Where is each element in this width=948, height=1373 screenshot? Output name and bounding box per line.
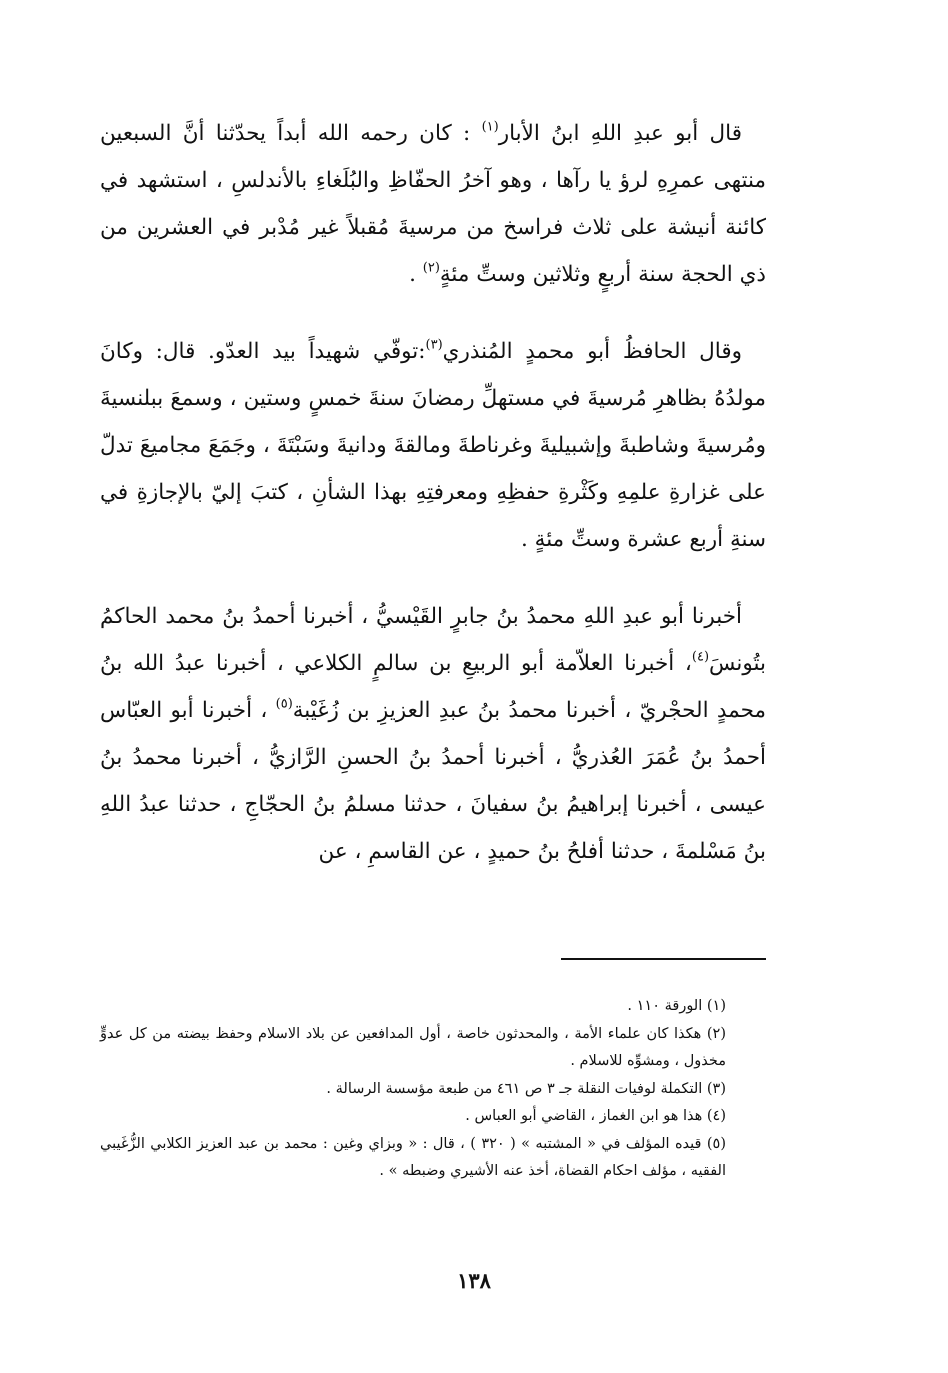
footnote-ref-2: (٢): [422, 260, 440, 276]
text-run: قال أبو عبدِ اللهِ ابنُ الأبار: [498, 121, 742, 146]
footnote-1: (١) الورقة ١١٠ .: [627, 998, 726, 1014]
text-run: .: [409, 262, 423, 287]
footnote-2: (٢) هكذا كان علماء الأمة ، والمحدثون خاصة ، أول المدافعين عن بلاد الاسلام وحفظ بيضته من كل عدوٍّ مخذول ، ومشوِّه للاسلام .: [100, 1025, 726, 1069]
footnote-3: (٣) التكملة لوفيات النقلة جـ ٣ ص ٤٦١ من طبعة مؤسسة الرسالة .: [326, 1080, 726, 1097]
footnotes: [100, 993, 766, 1186]
footnote-5: (٥) قيده المؤلف في « المشتبه » ( ٣٢٠ ) ، قال : « وبزاي وغين : محمد بن عبد العزيز الكلابي الزُّغَيبي الفقيه ، مؤلف احكام القضاة، أخذ عنه الأشيري وضبطه » .: [100, 1135, 726, 1179]
footnote-ref-4: (٤): [691, 649, 710, 665]
text-run: : كان رحمه الله أبداً يحدّثنا أنَّ السبعين منتهى عمرِهِ لرؤ يا رآها ، وهو آخرُ الحفّاظِ والبُلَغاءِ بالأندلسِ ، استشهد في كائنة أنيشة على ثلاث فراسخ من مرسيةَ مُقبلاً غير مُدْبر في العشرين من ذي الحجة سنة أربعٍ وثلاثين وستِّ مئةٍ: [100, 121, 766, 287]
text-run: أخبرنا أبو عبدِ اللهِ محمدُ بنُ جابرٍ القَيْسيُّ ، أخبرنا أحمدُ بنُ محمد الحاكمُ بتُونسَ: [100, 604, 766, 676]
footnote-4: (٤) هذا هو ابن الغماز ، القاضي أبو العباس .: [465, 1108, 726, 1124]
text-run: :توفّي شهيداً بيد العدّو. قال: وكانَ مولدُهُ بظاهرِ مُرسيةَ في مستهلِّ رمضانَ سنةَ خمسٍ وستين ، وسمعَ ببلنسيةَ ومُرسيةَ وشاطبةَ وإشبيليةَ وغرناطةَ ومالقةَ ودانيةَ وسَبْتَةَ ، وجَمَعَ مجاميعَ تدلّ على غزارةِ علمِهِ وكَثْرةِ حفظِهِ ومعرفتِهِ بهذا الشأنِ ، كتبَ إليّ بالإجازةِ في سنةِ أربع عشرة وستِّ مئةٍ .: [100, 339, 766, 552]
text-run: ، أخبرنا أبو العبّاس أحمدُ بنُ عُمَرَ العُذريُّ ، أخبرنا أحمدُ بنُ الحسنِ الرَّازيُّ ، أخبرنا محمدُ بنُ عيسى ، أخبرنا إبراهيمُ بنُ سفيانَ ، حدثنا مسلمُ بنُ الحجّاجِ ، حدثنا عبدُ اللهِ بنُ مَسْلمةَ ، حدثنا أفلحُ بنُ حميدٍ ، عن القاسمِ ، عن: [100, 698, 766, 864]
main-text: [100, 110, 766, 875]
text-run: وقال الحافظُ أبو محمدٍ المُنذري: [442, 339, 743, 364]
paragraph-al-mundhiri: [100, 328, 766, 563]
footnote-ref-5: (٥): [275, 696, 293, 712]
footnote-ref-3: (٣): [425, 337, 443, 353]
paragraph-ibn-al-abbar: [100, 110, 766, 298]
text-run: ، أخبرنا العلاّمة أبو الربيعِ بن سالمٍ الكلاعي ، أخبرنا عبدُ الله بنُ محمدٍ الحجْريّ ، أخبرنا محمدُ بنُ عبدِ العزيزِ بن زُغَيْبة: [100, 651, 767, 723]
page-number: ١٣٨: [457, 1268, 491, 1293]
footnote-separator: [561, 958, 766, 960]
footnote-ref-1: (١): [481, 119, 499, 135]
paragraph-isnad: [100, 593, 766, 875]
